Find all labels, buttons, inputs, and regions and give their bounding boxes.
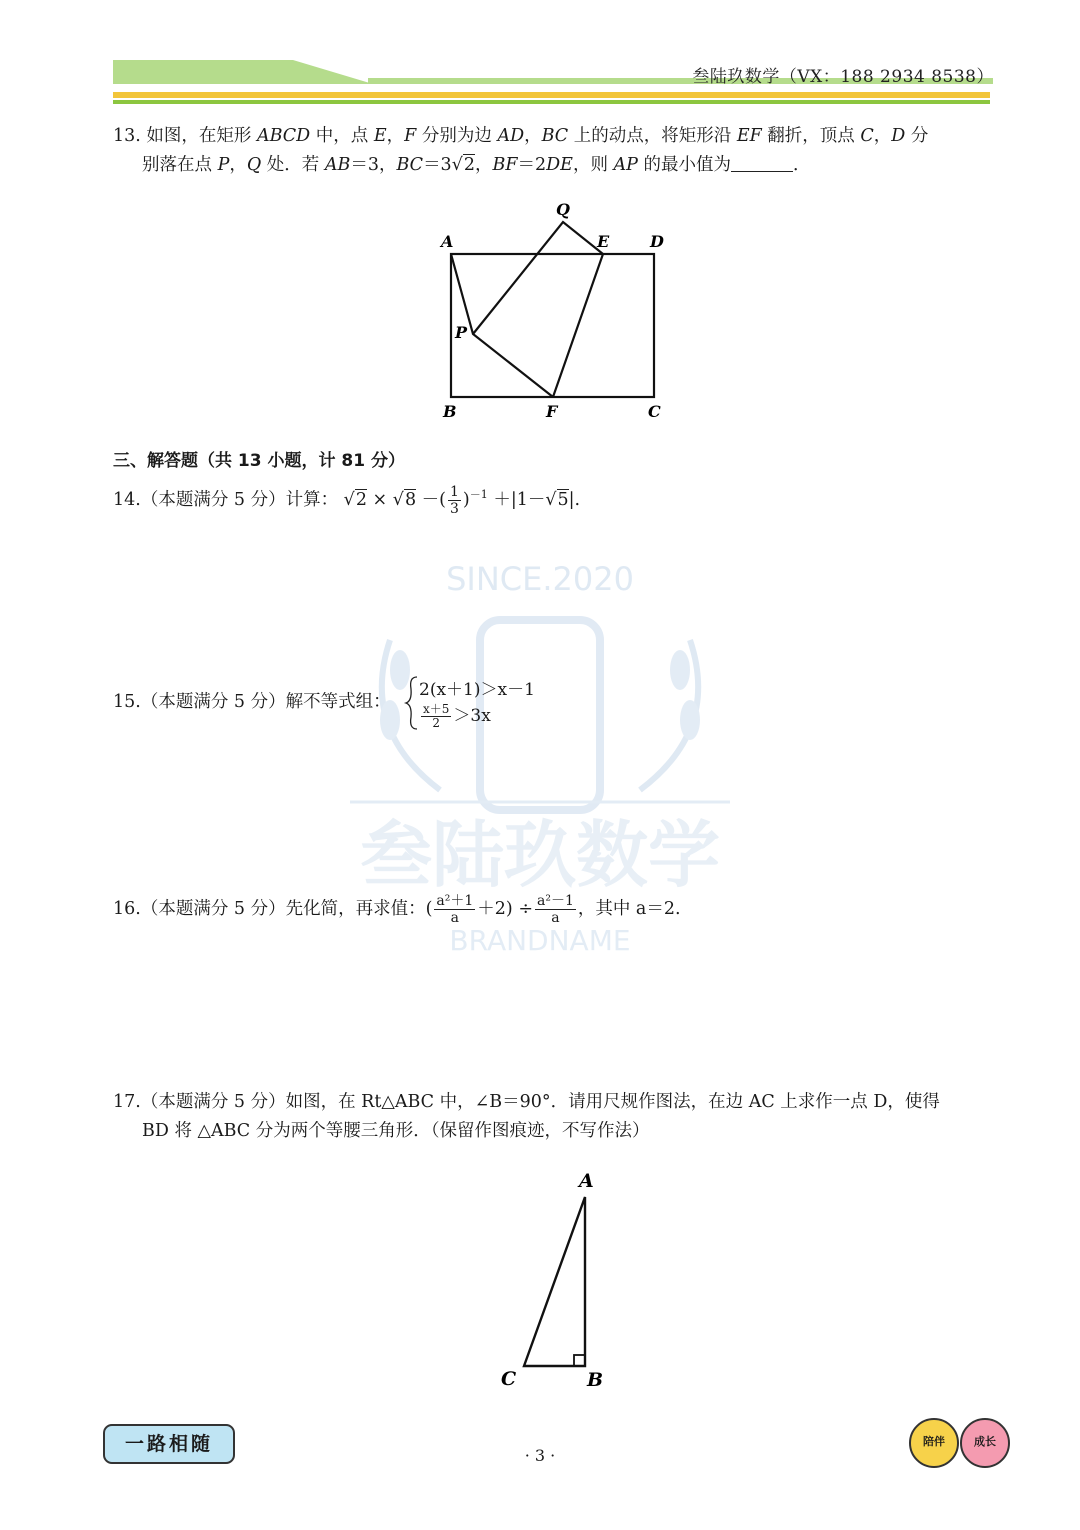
answer-blank[interactable] <box>731 155 793 172</box>
question-16: 16.（本题满分 5 分）先化简，再求值：( $\frac{\text{a²＋1}}{a}$ ＋2) ÷ $\frac{\text{a²－1}}{a}$ ，其中 a＝2. <box>113 893 681 926</box>
question-17-line2: BD 将 △ABC 分为两个等腰三角形．（保留作图痕迹，不写作法） <box>142 1121 650 1141</box>
label-A: A <box>579 1170 594 1192</box>
watermark-since: SINCE.2020 <box>446 560 634 598</box>
inequality-2: $\frac{x+5}{2}$ ＞3x <box>423 702 491 730</box>
label-A: A <box>441 232 454 251</box>
figure-17-right-triangle <box>495 1165 615 1395</box>
question-13-line2: 别落在点 P，Q 处．若 AB＝3，BC＝3√2，BF＝2DE，则 AP 的最小值为 ． <box>142 155 811 175</box>
header-title: 叁陆玖数学（VX：188 2934 8538） <box>692 67 994 87</box>
watermark-name: BRANDNAME <box>449 924 631 957</box>
footer-slogan: 一路相随 <box>103 1424 235 1464</box>
label-P: P <box>455 323 468 342</box>
header-yellow-bar <box>113 92 990 98</box>
question-13-line1: 13. 如图，在矩形 ABCD 中，点 E，F 分别为边 AD，BC 上的动点，将矩形沿 EF 翻折，顶点 C，D 分 <box>113 126 929 146</box>
label-C: C <box>648 402 661 421</box>
question-14: 14.（本题满分 5 分）计算： √2 × √8 －( $\frac{1}{3}$ )$^{-1}$ ＋|1－√5|. <box>113 483 581 517</box>
label-B: B <box>443 402 457 421</box>
question-17-line1: 17.（本题满分 5 分）如图，在 Rt△ABC 中，∠B＝90°．请用尺规作图法，在边 AC 上求作一点 D，使得 <box>113 1092 940 1112</box>
label-B: B <box>587 1369 604 1391</box>
watermark-brand: 叁陆玖数学 <box>359 813 721 897</box>
label-Q: Q <box>556 200 570 219</box>
label-D: D <box>650 232 664 251</box>
inequality-1: 2(x＋1)＞x－1 <box>419 680 535 700</box>
label-F: F <box>546 402 558 421</box>
label-C: C <box>501 1368 517 1390</box>
watermark-logo <box>330 560 750 957</box>
label-E: E <box>597 232 610 251</box>
question-15: 15.（本题满分 5 分）解不等式组： <box>113 692 391 712</box>
badge-growth: 成长 <box>960 1418 1010 1468</box>
badge-companion: 陪伴 <box>909 1418 959 1468</box>
section-3-title: 三、解答题（共 13 小题，计 81 分） <box>113 451 405 471</box>
header-green-bar <box>113 100 990 104</box>
figure-13-rectangle-fold <box>430 195 680 425</box>
page-number: · 3 · <box>524 1446 556 1465</box>
